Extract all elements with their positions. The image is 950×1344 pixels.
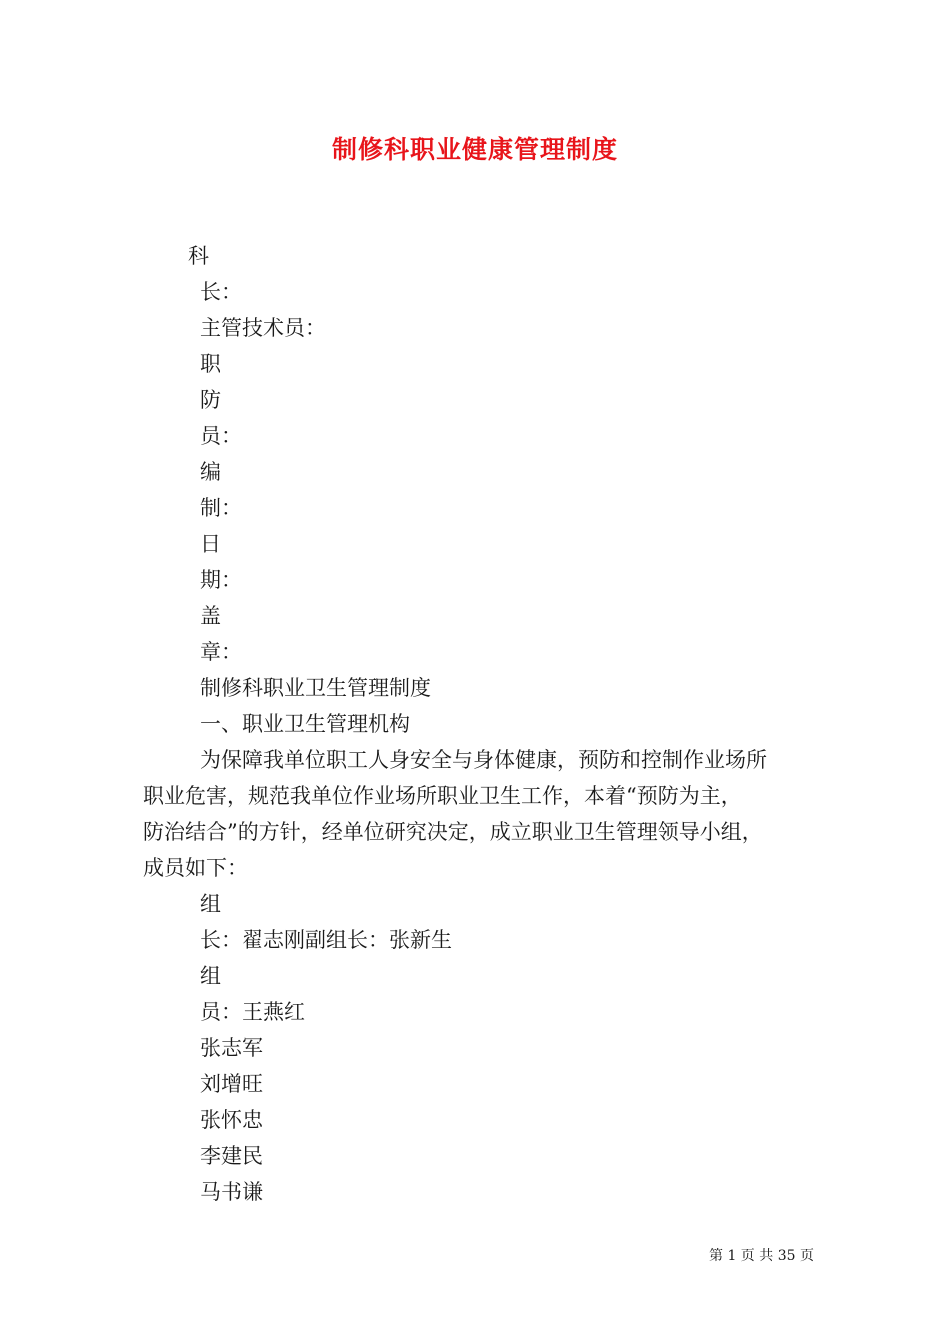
text-line: 长：翟志刚副组长：张新生 <box>200 928 452 952</box>
text-line: 组 <box>200 964 221 988</box>
text-line: 盖 <box>200 604 221 628</box>
paragraph-line: 防治结合”的方针，经单位研究决定，成立职业卫生管理领导小组， <box>143 820 763 844</box>
text-line: 员： <box>200 424 242 448</box>
text-line: 主管技术员： <box>200 316 326 340</box>
text-line: 期： <box>200 568 242 592</box>
member-name: 马书谦 <box>200 1180 263 1204</box>
paragraph-line: 成员如下： <box>143 856 248 880</box>
member-name: 刘增旺 <box>200 1072 263 1096</box>
page-footer: 第 1 页 共 35 页 <box>709 1248 814 1264</box>
text-line: 长： <box>200 280 242 304</box>
paragraph-line: 职业危害，规范我单位作业场所职业卫生工作，本着“预防为主， <box>143 784 742 808</box>
document-title: 制修科职业健康管理制度 <box>331 135 618 164</box>
text-line: 防 <box>200 388 221 412</box>
text-line: 科 <box>188 244 209 268</box>
text-line: 制： <box>200 496 242 520</box>
text-line: 职 <box>200 352 221 376</box>
section-heading: 一、职业卫生管理机构 <box>200 712 410 736</box>
section-heading: 制修科职业卫生管理制度 <box>200 676 431 700</box>
text-line: 组 <box>200 892 221 916</box>
text-line: 员：王燕红 <box>200 1000 305 1024</box>
member-name: 张怀忠 <box>200 1108 263 1132</box>
paragraph-line: 为保障我单位职工人身安全与身体健康，预防和控制作业场所 <box>200 748 767 772</box>
text-line: 编 <box>200 460 221 484</box>
text-line: 日 <box>200 532 221 556</box>
member-name: 李建民 <box>200 1144 263 1168</box>
text-line: 章： <box>200 640 242 664</box>
member-name: 张志军 <box>200 1036 263 1060</box>
